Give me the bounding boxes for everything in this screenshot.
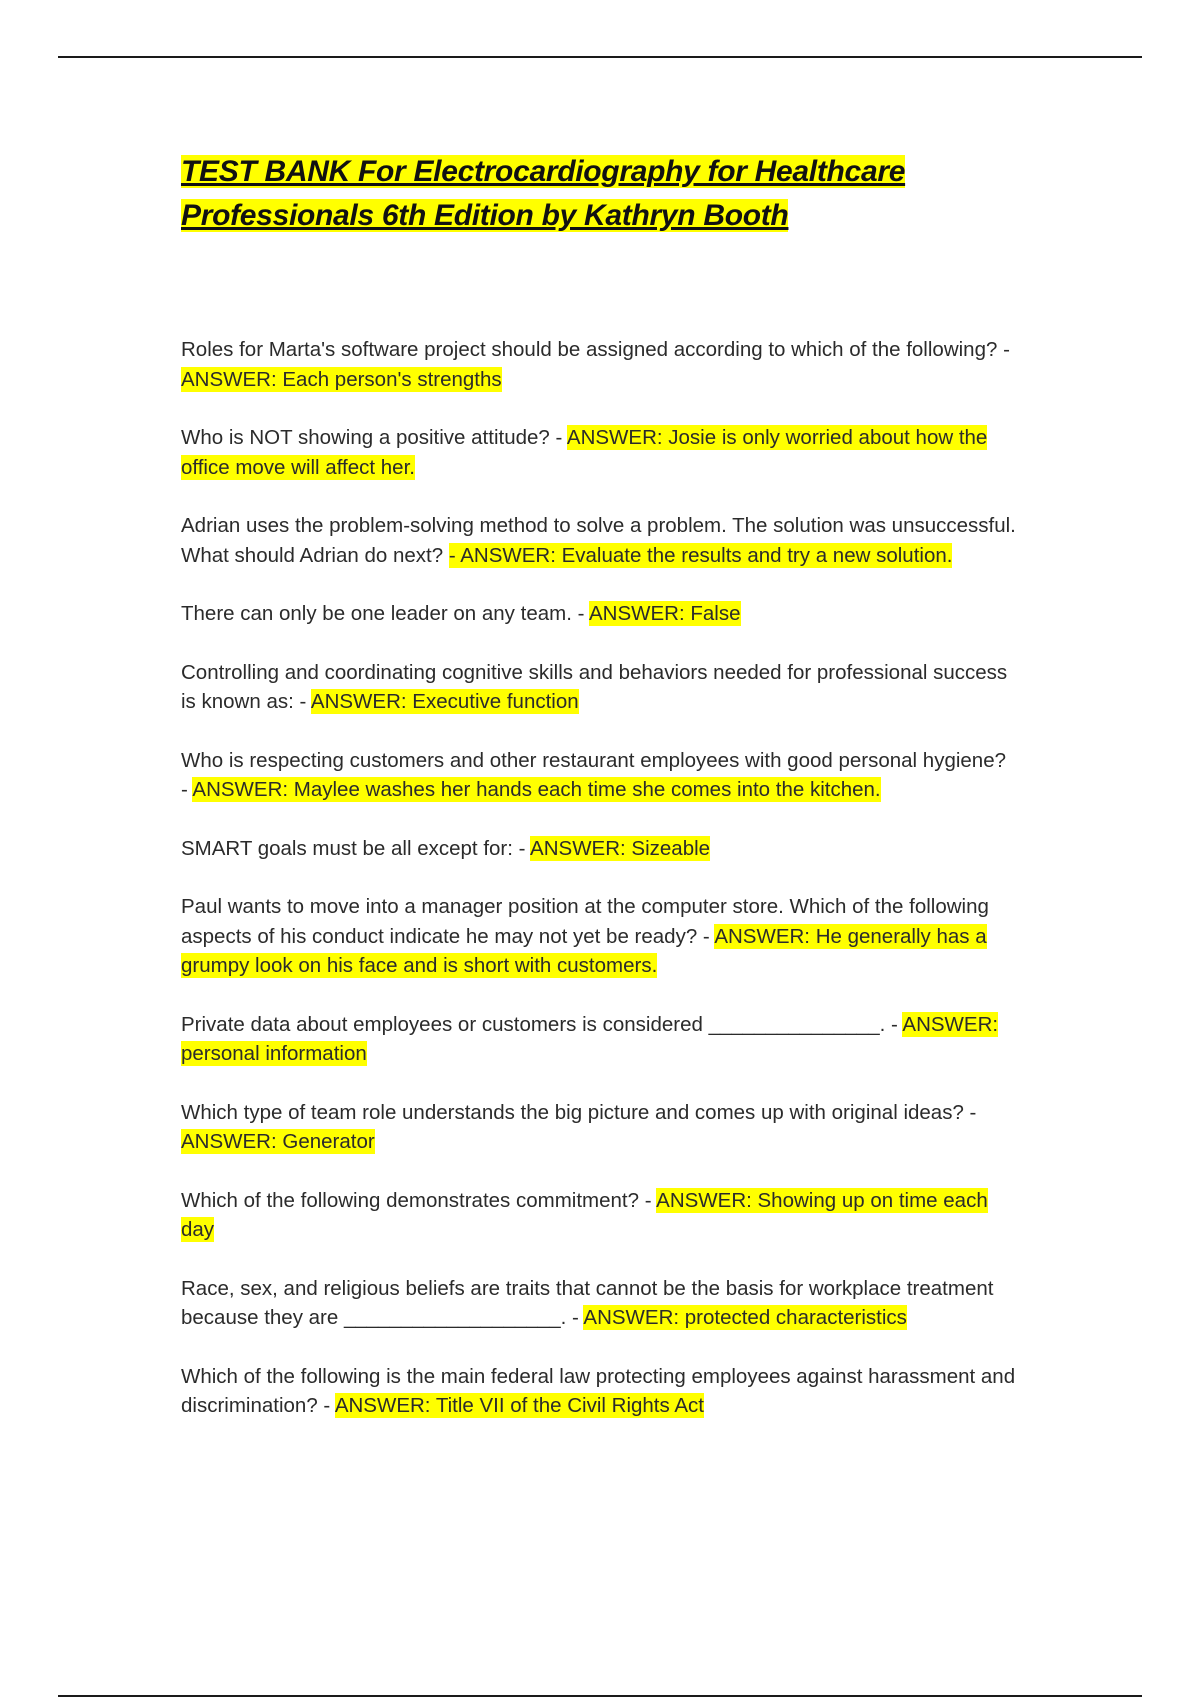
qa-question: Who is NOT showing a positive attitude? - — [181, 426, 563, 449]
qa-answer: ANSWER: Generator — [181, 1130, 375, 1153]
qa-question: Who is respecting customers and other restaurant employees with good personal hygiene? - — [181, 748, 1007, 801]
qa-item — [181, 1098, 1016, 1157]
qa-answer: ANSWER: He generally has a grumpy look on his face and is short with customers. — [181, 924, 987, 977]
qa-answer: ANSWER: Maylee washes her hands each time she comes into the kitchen. — [192, 778, 881, 801]
qa-answer: ANSWER: protected characteristics — [583, 1306, 907, 1329]
qa-question: Which type of team role understands the big picture and comes up with original ideas? - — [181, 1100, 977, 1124]
qa-question: Race, sex, and religious beliefs are traits that cannot be the basis for workplace treatment because they are ___________________. - — [181, 1276, 994, 1329]
qa-item — [181, 746, 1016, 805]
qa-item — [181, 1362, 1016, 1421]
qa-question: SMART goals must be all except for: - — [181, 836, 526, 860]
qa-item — [181, 834, 1016, 864]
qa-item — [181, 1010, 1016, 1069]
qa-item — [181, 658, 1016, 717]
qa-item — [181, 1186, 1016, 1245]
qa-item — [181, 423, 1016, 482]
qa-item — [181, 1274, 1016, 1333]
qa-item — [181, 599, 1016, 629]
qa-answer: ANSWER: Title VII of the Civil Rights Act — [334, 1394, 704, 1417]
qa-item — [181, 511, 1016, 570]
qa-answer: ANSWER: personal information — [181, 1012, 999, 1065]
document-body — [181, 150, 1016, 1450]
qa-answer: ANSWER: Executive function — [310, 690, 579, 713]
qa-answer: ANSWER: False — [589, 602, 741, 625]
qa-question: Private data about employees or customers is considered _______________. - — [181, 1012, 898, 1036]
qa-answer: ANSWER: Each person's strengths — [181, 367, 502, 391]
bottom-rule — [58, 1695, 1142, 1697]
qa-question: Paul wants to move into a manager position at the computer store. Which of the following aspects of his conduct indicate he may not yet be ready? - — [181, 895, 989, 948]
qa-question: Roles for Marta's software project should be assigned according to which of the following? - — [181, 338, 1010, 361]
qa-question: Adrian uses the problem-solving method to solve a problem. The solution was unsuccessful. What should Adrian do next? — [181, 514, 1016, 567]
top-rule — [58, 56, 1142, 58]
document-title — [181, 150, 1016, 238]
qa-answer: - ANSWER: Evaluate the results and try a new solution. — [448, 543, 953, 567]
qa-list — [181, 335, 1016, 1421]
qa-item — [181, 892, 1016, 981]
qa-answer: ANSWER: Sizeable — [530, 836, 711, 860]
qa-question: Controlling and coordinating cognitive skills and behaviors needed for professional success is known as: - — [181, 660, 1008, 713]
document-title-text: TEST BANK For Electrocardiography for Healthcare Professionals 6th Edition by Kathryn Booth — [181, 155, 906, 232]
qa-question: There can only be one leader on any team. - — [181, 602, 585, 625]
qa-answer: ANSWER: Josie is only worried about how the office move will affect her. — [181, 426, 988, 479]
qa-item — [181, 335, 1016, 394]
qa-question: Which of the following demonstrates commitment? - — [181, 1188, 652, 1212]
qa-answer: ANSWER: Showing up on time each day — [181, 1188, 988, 1241]
qa-question: Which of the following is the main federal law protecting employees against harassment and discrimination? - — [181, 1364, 1016, 1417]
